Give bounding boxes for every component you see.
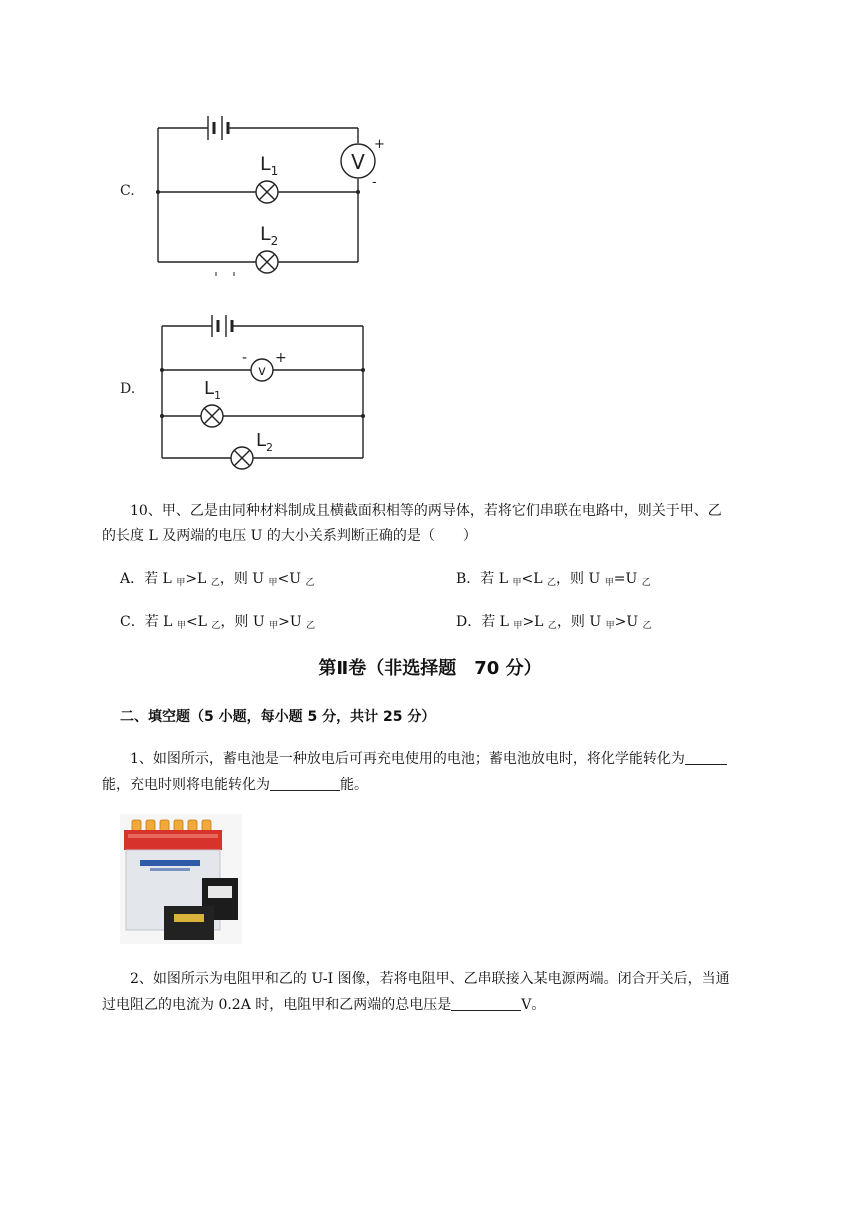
lamp-l2-label-d: $L_2$ <box>256 430 274 454</box>
lamp-l1-label-c: $L_1$ <box>260 153 279 178</box>
section-heading-fill-in: 二、填空题（5 小题，每小题 5 分，共计 25 分） <box>120 709 436 725</box>
minus-terminal-c: - <box>372 175 377 190</box>
circuit-diagram-d <box>150 310 380 470</box>
battery-photo <box>120 814 242 944</box>
plus-terminal-d: + <box>275 350 287 366</box>
plus-terminal-c: + <box>374 137 385 152</box>
voltmeter-symbol-d: v <box>258 364 266 379</box>
minus-terminal-d: - <box>242 350 248 366</box>
lamp-l1-label-d: $L_1$ <box>204 378 222 402</box>
voltmeter-symbol-c: V <box>351 150 365 174</box>
fill2-line2: 过电阻乙的电流为 0.2A 时，电阻甲和乙两端的总电压是 V。 <box>102 997 546 1013</box>
q10-stem-line2: 的长度 L 及两端的电压 U 的大小关系判断正确的是（ ） <box>102 528 477 544</box>
q10-option-b[interactable]: B．若 L $_甲$<L $_乙$，则 U $_甲$=U $_乙$ <box>456 571 651 588</box>
fill1-line1: 1、如图所示，蓄电池是一种放电后可再充电使用的电池；蓄电池放电时，将化学能转化为 <box>130 748 727 770</box>
fill1-blank-1[interactable] <box>685 750 727 765</box>
q10-option-d[interactable]: D．若 L $_甲$>L $_乙$，则 U $_甲$>U $_乙$ <box>456 614 652 631</box>
circuit-diagram-c <box>150 110 390 280</box>
part-two-title: 第Ⅱ卷（非选择题 70 分） <box>318 658 542 679</box>
option-c-label: C. <box>120 183 135 199</box>
q10-option-a[interactable]: A．若 L $_甲$>L $_乙$，则 U $_甲$<U $_乙$ <box>120 571 315 588</box>
fill1-line2: 能，充电时则将电能转化为 能。 <box>102 777 368 793</box>
fill2-line1: 2、如图所示为电阻甲和乙的 U-I 图像，若将电阻甲、乙串联接入某电源两端。闭合开关后，当通 <box>130 971 730 987</box>
q10-stem-line1: 10、甲、乙是由同种材料制成且横截面积相等的两导体，若将它们串联在电路中，则关于甲、乙 <box>130 503 722 519</box>
option-d-label: D. <box>120 381 136 397</box>
fill2-blank[interactable] <box>451 996 521 1011</box>
q10-option-c[interactable]: C．若 L $_甲$<L $_乙$，则 U $_甲$>U $_乙$ <box>120 614 316 631</box>
fill1-blank-2[interactable] <box>270 776 340 791</box>
lamp-l2-label-c: $L_2$ <box>260 223 279 248</box>
